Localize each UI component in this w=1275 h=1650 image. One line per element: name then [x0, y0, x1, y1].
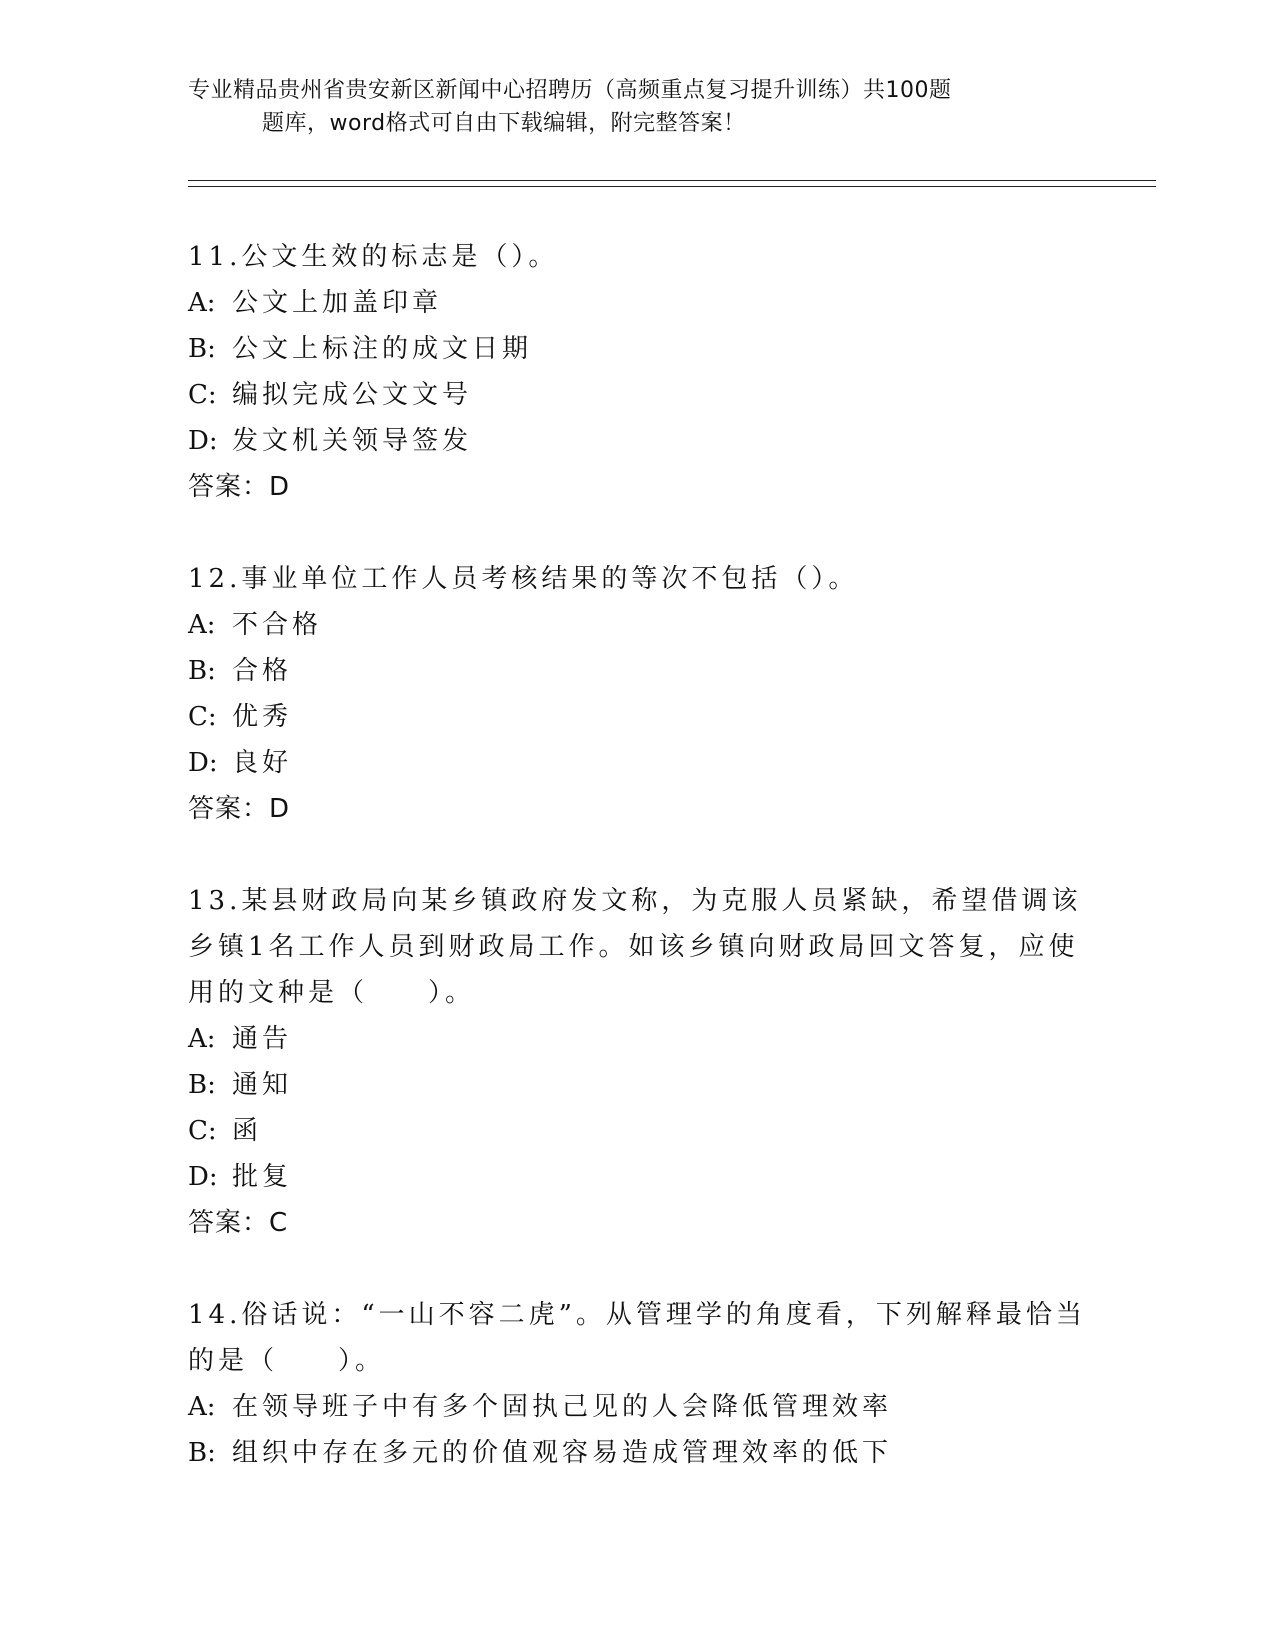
option-text: 编拟完成公文文号: [232, 380, 473, 410]
option-a: [188, 602, 1088, 648]
header-divider-bottom: [188, 186, 1156, 187]
option-letter: D:: [188, 426, 218, 456]
question-11: [188, 234, 1088, 510]
option-b: [188, 1062, 1088, 1108]
option-text: 发文机关领导签发: [232, 426, 473, 456]
option-letter: D:: [188, 748, 218, 778]
question-12: [188, 556, 1088, 832]
option-d: [188, 418, 1088, 464]
option-letter: A:: [188, 1392, 216, 1422]
answer-line: 答案：C: [188, 1208, 289, 1238]
question-stem: 11.公文生效的标志是（）。: [188, 242, 559, 272]
option-letter: C:: [188, 1116, 217, 1146]
option-d: [188, 740, 1088, 786]
option-b: [188, 1430, 1088, 1476]
question-list: [188, 234, 1088, 1522]
option-text: 合格: [232, 656, 293, 686]
option-text: 组织中存在多元的价值观容易造成管理效率的低下: [232, 1438, 893, 1468]
option-c: [188, 1108, 1088, 1154]
option-text: 优秀: [232, 702, 293, 732]
question-14: [188, 1292, 1088, 1476]
header-divider-top: [188, 180, 1156, 181]
document-header: [188, 74, 1068, 140]
option-letter: B:: [188, 1070, 216, 1100]
option-letter: B:: [188, 1438, 216, 1468]
question-stem: 13.某县财政局向某乡镇政府发文称，为克服人员紧缺，希望借调该乡镇1名工作人员到财政局工作。如该乡镇向财政局回文答复，应使用的文种是（ ）。: [188, 886, 1082, 1008]
option-letter: C:: [188, 380, 217, 410]
option-text: 通知: [232, 1070, 293, 1100]
option-letter: D:: [188, 1162, 218, 1192]
option-letter: A:: [188, 610, 216, 640]
answer-line: 答案：D: [188, 794, 291, 824]
option-text: 在领导班子中有多个固执己见的人会降低管理效率: [232, 1392, 893, 1422]
option-text: 批复: [232, 1162, 293, 1192]
option-c: [188, 372, 1088, 418]
question-stem: 12.事业单位工作人员考核结果的等次不包括（）。: [188, 564, 859, 594]
option-letter: A:: [188, 1024, 216, 1054]
option-b: [188, 648, 1088, 694]
option-d: [188, 1154, 1088, 1200]
option-text: 公文上加盖印章: [232, 288, 443, 318]
option-text: 不合格: [232, 610, 323, 640]
option-text: 良好: [232, 748, 293, 778]
option-text: 公文上标注的成文日期: [232, 334, 533, 364]
option-letter: B:: [188, 334, 216, 364]
option-letter: C:: [188, 702, 217, 732]
option-a: [188, 1016, 1088, 1062]
answer-line: 答案：D: [188, 472, 291, 502]
question-13: [188, 878, 1088, 1246]
header-title-line-1: 专业精品贵州省贵安新区新闻中心招聘历（高频重点复习提升训练）共100题: [188, 78, 952, 103]
question-stem: 14.俗话说：“一山不容二虎”。从管理学的角度看，下列解释最恰当的是（ ）。: [188, 1300, 1086, 1376]
option-letter: A:: [188, 288, 216, 318]
option-text: 通告: [232, 1024, 293, 1054]
option-a: [188, 1384, 1088, 1430]
option-text: 函: [232, 1116, 263, 1146]
option-c: [188, 694, 1088, 740]
header-title-line-2: 题库，word格式可自由下载编辑，附完整答案！: [262, 111, 746, 136]
option-b: [188, 326, 1088, 372]
option-a: [188, 280, 1088, 326]
option-letter: B:: [188, 656, 216, 686]
